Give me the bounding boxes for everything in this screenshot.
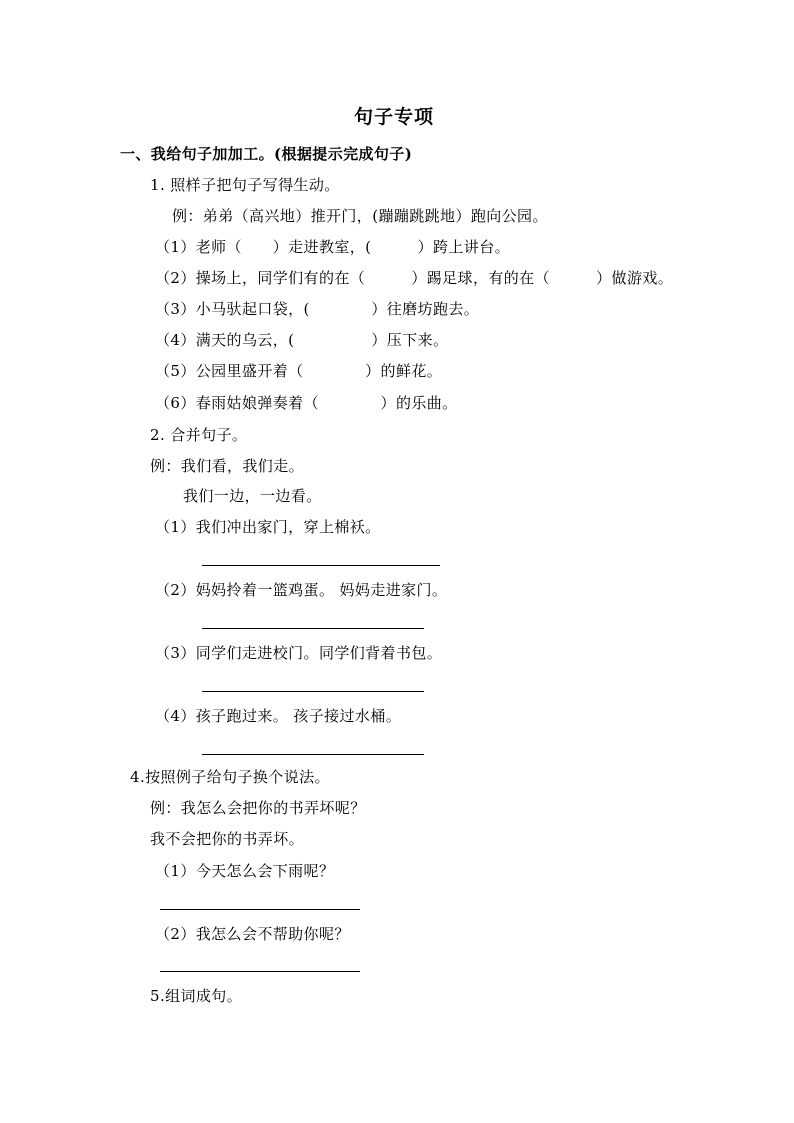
q4-example-2: 我不会把你的书弄坏。: [150, 830, 305, 848]
q1-item-5: （5）公园里盛开着（ ）的鲜花。: [155, 362, 443, 380]
q1-item-3: （3）小马驮起口袋，( ）往磨坊跑去。: [155, 300, 480, 318]
q2-example-1: 例：我们看，我们走。: [150, 457, 305, 475]
q2-label: 2. 合并句子。: [150, 426, 248, 444]
q5-label: 5.组词成句。: [150, 987, 243, 1005]
answer-line: [202, 754, 424, 755]
answer-line: [202, 565, 440, 566]
section-heading: 一、我给句子加加工。(根据提示完成句子): [120, 145, 413, 163]
page-title: 句子专项: [354, 106, 435, 128]
q1-item-6: （6）春雨姑娘弹奏着（ ）的乐曲。: [155, 394, 458, 412]
q1-example: 例：弟弟（高兴地）推开门，(蹦蹦跳跳地）跑向公园。: [172, 207, 548, 225]
answer-line: [202, 628, 424, 629]
q2-item-1: （1）我们冲出家门，穿上棉袄。: [155, 518, 381, 536]
q4-example-1: 例：我怎么会把你的书弄坏呢？: [150, 799, 366, 817]
q2-example-2: 我们一边，一边看。: [183, 487, 322, 505]
q1-item-2: （2）操场上，同学们有的在（ ）踢足球，有的在（ ）做游戏。: [155, 269, 674, 287]
q4-item-1: （1）今天怎么会下雨呢？: [155, 862, 335, 880]
q2-item-3: （3）同学们走进校门。同学们背着书包。: [155, 644, 443, 662]
answer-line: [160, 909, 360, 910]
q2-item-2: （2）妈妈拎着一篮鸡蛋。 妈妈走进家门。: [155, 581, 448, 599]
q4-item-2: （2）我怎么会不帮助你呢？: [155, 925, 350, 943]
q2-item-4: （4）孩子跑过来。 孩子接过水桶。: [155, 707, 402, 725]
q1-item-1: （1）老师（ ）走进教室，( ）跨上讲台。: [155, 238, 510, 256]
answer-line: [160, 971, 360, 972]
q1-label: 1. 照样子把句子写得生动。: [150, 176, 340, 194]
q1-item-4: （4）满天的乌云，( ）压下来。: [155, 331, 449, 349]
answer-line: [202, 691, 424, 692]
q4-label: 4.按照例子给句子换个说法。: [130, 768, 330, 786]
